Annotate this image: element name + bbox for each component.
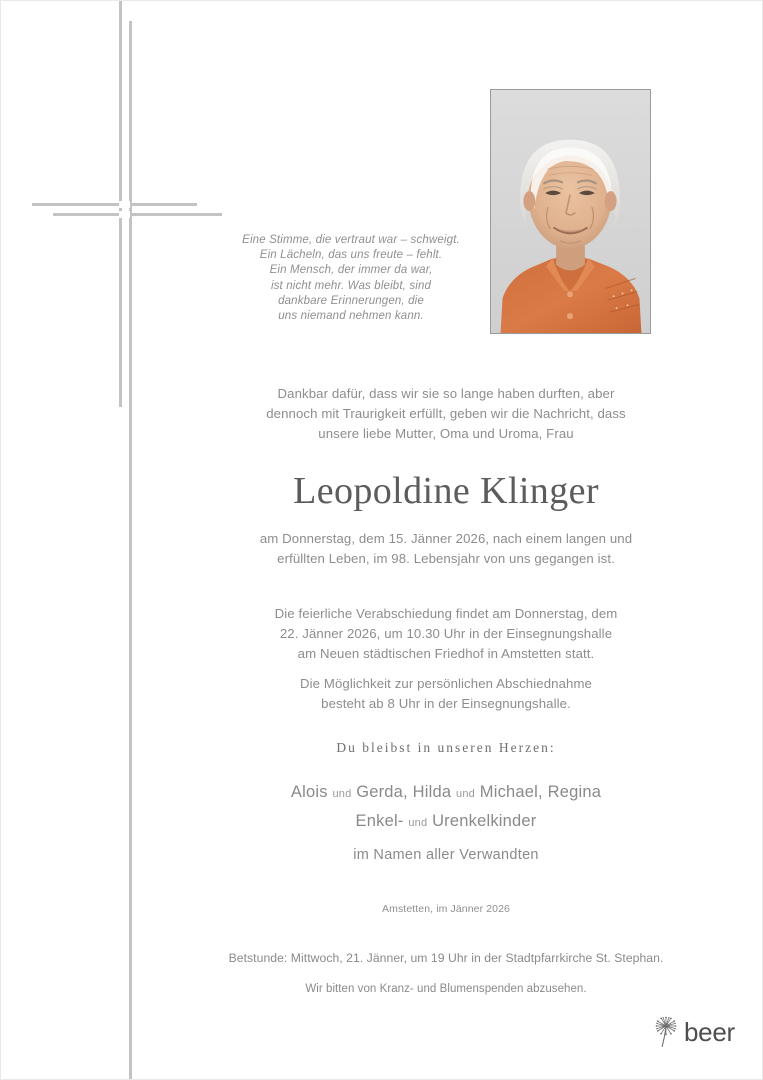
cross-horizontal-line-bottom: [53, 213, 222, 216]
funeral-information: [196, 604, 696, 714]
conjunction-und: und: [408, 817, 428, 829]
poem-line: uns niemand nehmen kann.: [278, 310, 424, 323]
funeral-line: 22. Jänner 2026, um 10.30 Uhr in der Einsegnungshalle: [279, 626, 613, 641]
announcement-intro: [196, 384, 696, 444]
poem-line: Eine Stimme, die vertraut war – schweigt.: [242, 234, 460, 246]
intro-line: unsere liebe Mutter, Oma und Uroma, Frau: [318, 426, 574, 441]
viewing-line: besteht ab 8 Uhr in der Einsegnungshalle.: [321, 696, 571, 711]
death-info-line: erfüllten Leben, im 98. Lebensjahr von uns gegangen ist.: [277, 551, 615, 566]
brand-name: beer: [684, 1017, 735, 1047]
portrait-illustration: [491, 90, 650, 333]
poem-line: dankbare Erinnerungen, die: [278, 294, 424, 307]
flowers-note: Wir bitten von Kranz- und Blumenspenden abzusehen.: [305, 983, 587, 995]
intro-line: Dankbar dafür, dass wir sie so lange haben durften, aber: [277, 386, 615, 401]
grandchildren-label: Enkel-: [355, 812, 404, 830]
cross-horizontal-line-top: [32, 203, 197, 206]
family-name-line-2: [196, 808, 696, 837]
on-behalf-of-relatives: im Namen aller Verwandten: [353, 847, 539, 863]
funeral-line: am Neuen städtischen Friedhof in Amstetten statt.: [297, 646, 595, 661]
conjunction-und: und: [456, 788, 475, 800]
poem-line: ist nicht mehr. Was bleibt, sind: [270, 279, 432, 292]
cross-gap-top: [119, 201, 130, 208]
poem-line: Ein Lächeln, das uns freute – fehlt.: [259, 249, 443, 262]
deceased-name: Leopoldine Klinger: [293, 470, 599, 512]
family-name-gerda-hilda: Gerda, Hilda: [356, 783, 452, 801]
intro-line: dennoch mit Traurigkeit erfüllt, geben wir die Nachricht, dass: [266, 406, 626, 421]
mourning-family-names: [196, 779, 696, 837]
memorial-poem: [201, 233, 501, 324]
dandelion-icon: [653, 1015, 683, 1049]
poem-line: Ein Mensch, der immer da war,: [269, 264, 433, 277]
viewing-line: Die Möglichkeit zur persönlichen Abschiednahme: [300, 676, 592, 691]
great-grandchildren-label: Urenkelkinder: [432, 812, 537, 830]
family-name-alois: Alois: [290, 783, 328, 801]
cross-gap-bottom: [119, 211, 130, 218]
funeral-home-logo: [653, 1015, 735, 1049]
family-name-michael-regina: Michael, Regina: [479, 783, 602, 801]
death-information: [196, 529, 696, 569]
funeral-line: Die feierliche Verabschiedung findet am Donnerstag, dem: [274, 606, 618, 621]
portrait-photo: [490, 89, 651, 334]
cross-vertical-line-right: [129, 21, 132, 1080]
conjunction-und: und: [332, 788, 352, 800]
vigil-note: Betstunde: Mittwoch, 21. Jänner, um 19 Uhr in der Stadtpfarrkirche St. Stephan.: [228, 951, 664, 965]
death-info-line: am Donnerstag, dem 15. Jänner 2026, nach einem langen und: [259, 531, 633, 546]
family-name-line-1: [196, 779, 696, 808]
place-and-date: Amstetten, im Jänner 2026: [382, 903, 510, 915]
mourning-heading: Du bleibst in unseren Herzen:: [336, 740, 556, 755]
